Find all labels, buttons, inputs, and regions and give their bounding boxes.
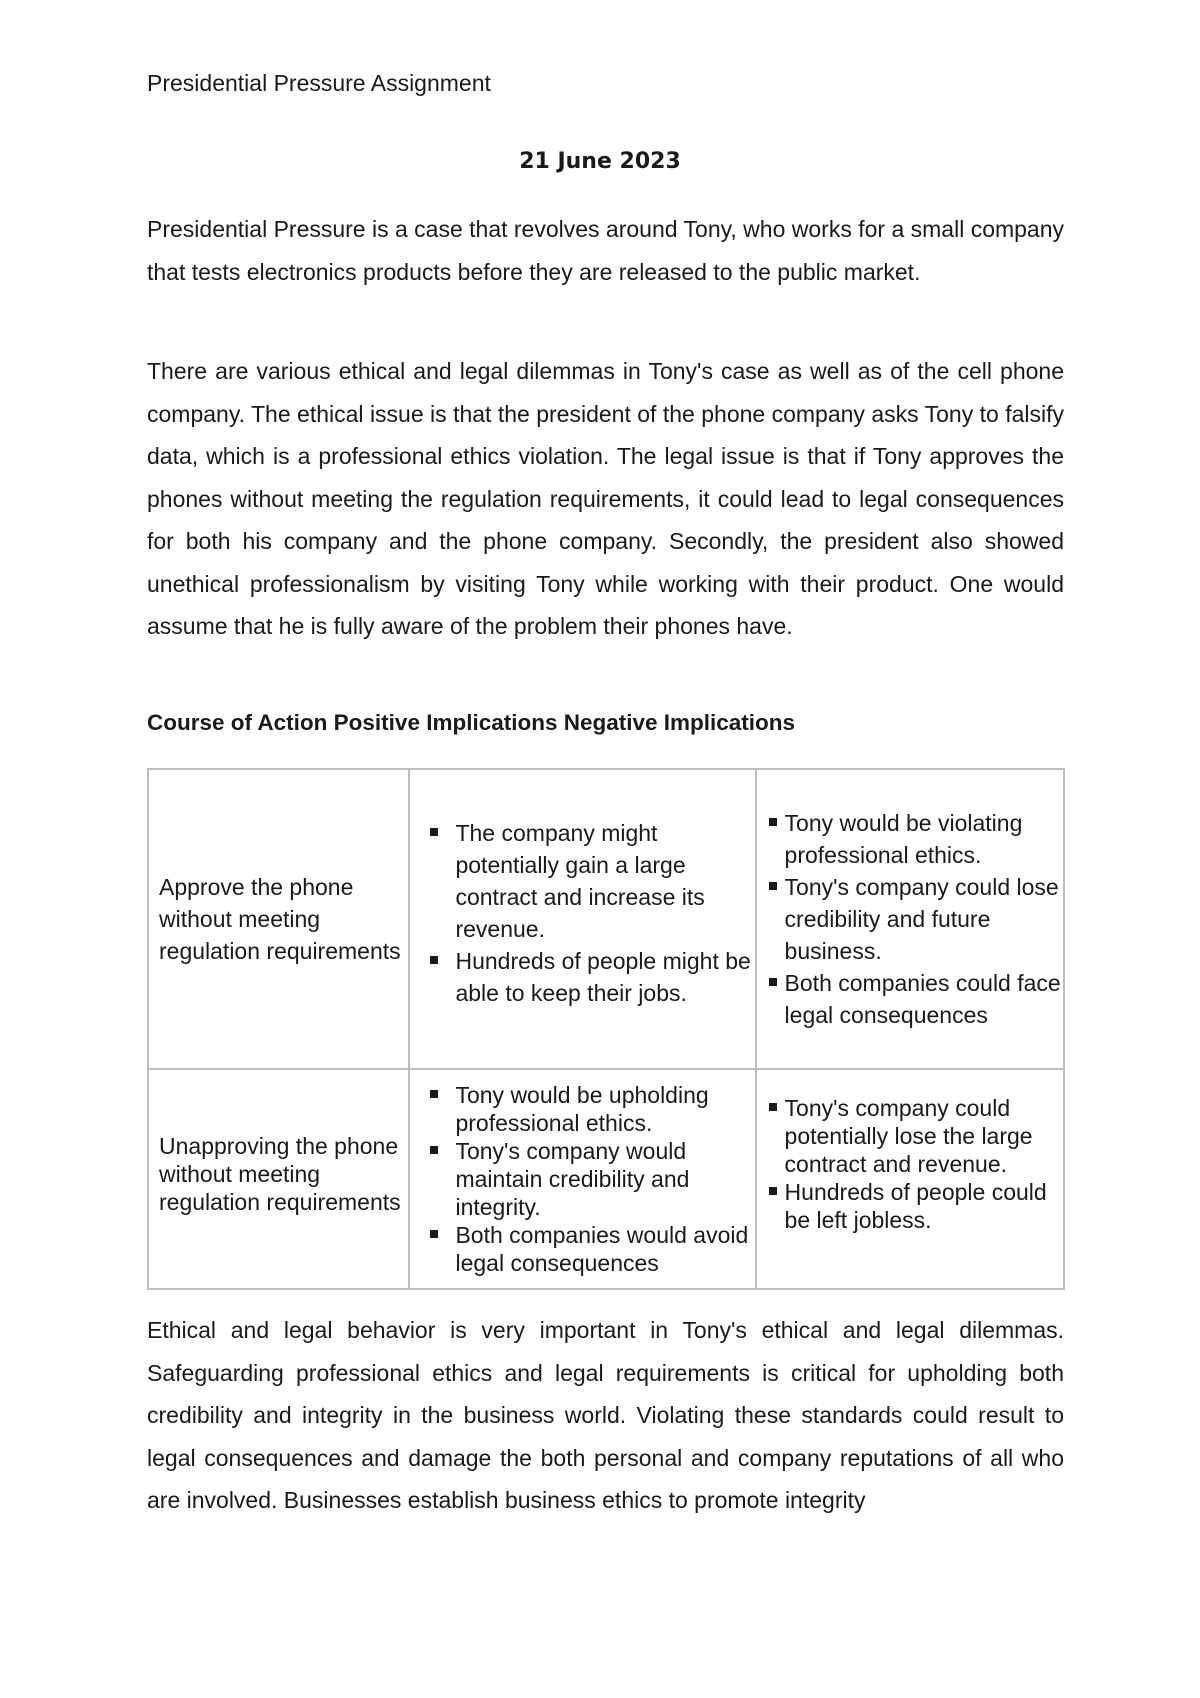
negative-list: [757, 1094, 1063, 1234]
action-cell: [148, 1069, 409, 1289]
list-item: [757, 1094, 1075, 1178]
table-heading: Course of Action Positive Implications Negative Implications: [147, 710, 796, 735]
closing-paragraph: Ethical and legal behavior is very important in Tony's ethical and legal dilemmas. Safeguarding professional ethics and legal requirements is critical for upholding both credibility and integrity in the business world. Violating these standards could result to legal consequences and damage the both personal and company reputations of all who are involved. Businesses establish business ethics to promote integrity: [147, 1317, 1064, 1513]
negative-cell: [756, 1069, 1064, 1289]
action-cell: [148, 769, 409, 1069]
intro-paragraph: Presidential Pressure is a case that revolves around Tony, who works for a small company that tests electronics products before they are released to the public market.: [147, 216, 1065, 285]
square-bullet-icon: [769, 978, 777, 986]
list-item: [757, 807, 1075, 871]
action-text: Approve the phone without meeting regulation requirements: [159, 874, 401, 964]
square-bullet-icon: [430, 828, 438, 836]
square-bullet-icon: [769, 1187, 777, 1195]
list-item-text: Both companies would avoid legal consequences: [455, 1222, 749, 1276]
list-item-text: The company might potentially gain a large contract and increase its revenue.: [455, 820, 705, 942]
square-bullet-icon: [769, 818, 777, 826]
implications-table: [147, 768, 1065, 1290]
list-item-text: Tony's company could potentially lose the large contract and revenue.: [784, 1095, 1033, 1177]
list-item: [757, 967, 1075, 1031]
list-item-text: Hundreds of people could be left jobless.: [784, 1179, 1047, 1233]
list-item-text: Both companies could face legal consequences: [784, 970, 1061, 1028]
list-item: [410, 1081, 754, 1137]
table-row: [148, 1069, 1064, 1289]
positive-cell: [409, 1069, 755, 1289]
square-bullet-icon: [430, 1090, 438, 1098]
negative-list: [757, 807, 1063, 1031]
square-bullet-icon: [769, 1103, 777, 1111]
list-item: [410, 945, 754, 1009]
list-item-text: Hundreds of people might be able to keep their jobs.: [455, 948, 751, 1006]
list-item: [410, 817, 754, 945]
list-item-text: Tony would be upholding professional ethics.: [455, 1082, 709, 1136]
square-bullet-icon: [430, 1230, 438, 1238]
table-row: [148, 769, 1064, 1069]
list-item: [410, 1221, 754, 1277]
list-item-text: Tony's company could lose credibility and future business.: [784, 874, 1059, 964]
negative-cell: [756, 769, 1064, 1069]
dilemma-paragraph: There are various ethical and legal dilemmas in Tony's case as well as of the cell phone company. The ethical issue is that the president of the phone company asks Tony to falsify data, which is a professional ethics violation. The legal issue is that if Tony approves the phones without meeting the regulation requirements, it could lead to legal consequences for both his company and the phone company. Secondly, the president also showed unethical professionalism by visiting Tony while working with their product. One would assume that he is fully aware of the problem their phones have.: [147, 358, 1064, 639]
positive-list: [410, 817, 754, 1009]
list-item-text: Tony would be violating professional ethics.: [784, 810, 1023, 868]
square-bullet-icon: [430, 956, 438, 964]
list-item: [757, 871, 1075, 967]
document-header: Presidential Pressure Assignment: [147, 70, 491, 96]
positive-list: [410, 1081, 754, 1277]
positive-cell: [409, 769, 755, 1069]
square-bullet-icon: [769, 882, 777, 890]
document-date: 21 June 2023: [519, 149, 681, 174]
action-text: Unapproving the phone without meeting regulation requirements: [159, 1133, 401, 1215]
list-item-text: Tony's company would maintain credibility and integrity.: [455, 1138, 690, 1220]
square-bullet-icon: [430, 1146, 438, 1154]
list-item: [410, 1137, 754, 1221]
list-item: [757, 1178, 1075, 1234]
